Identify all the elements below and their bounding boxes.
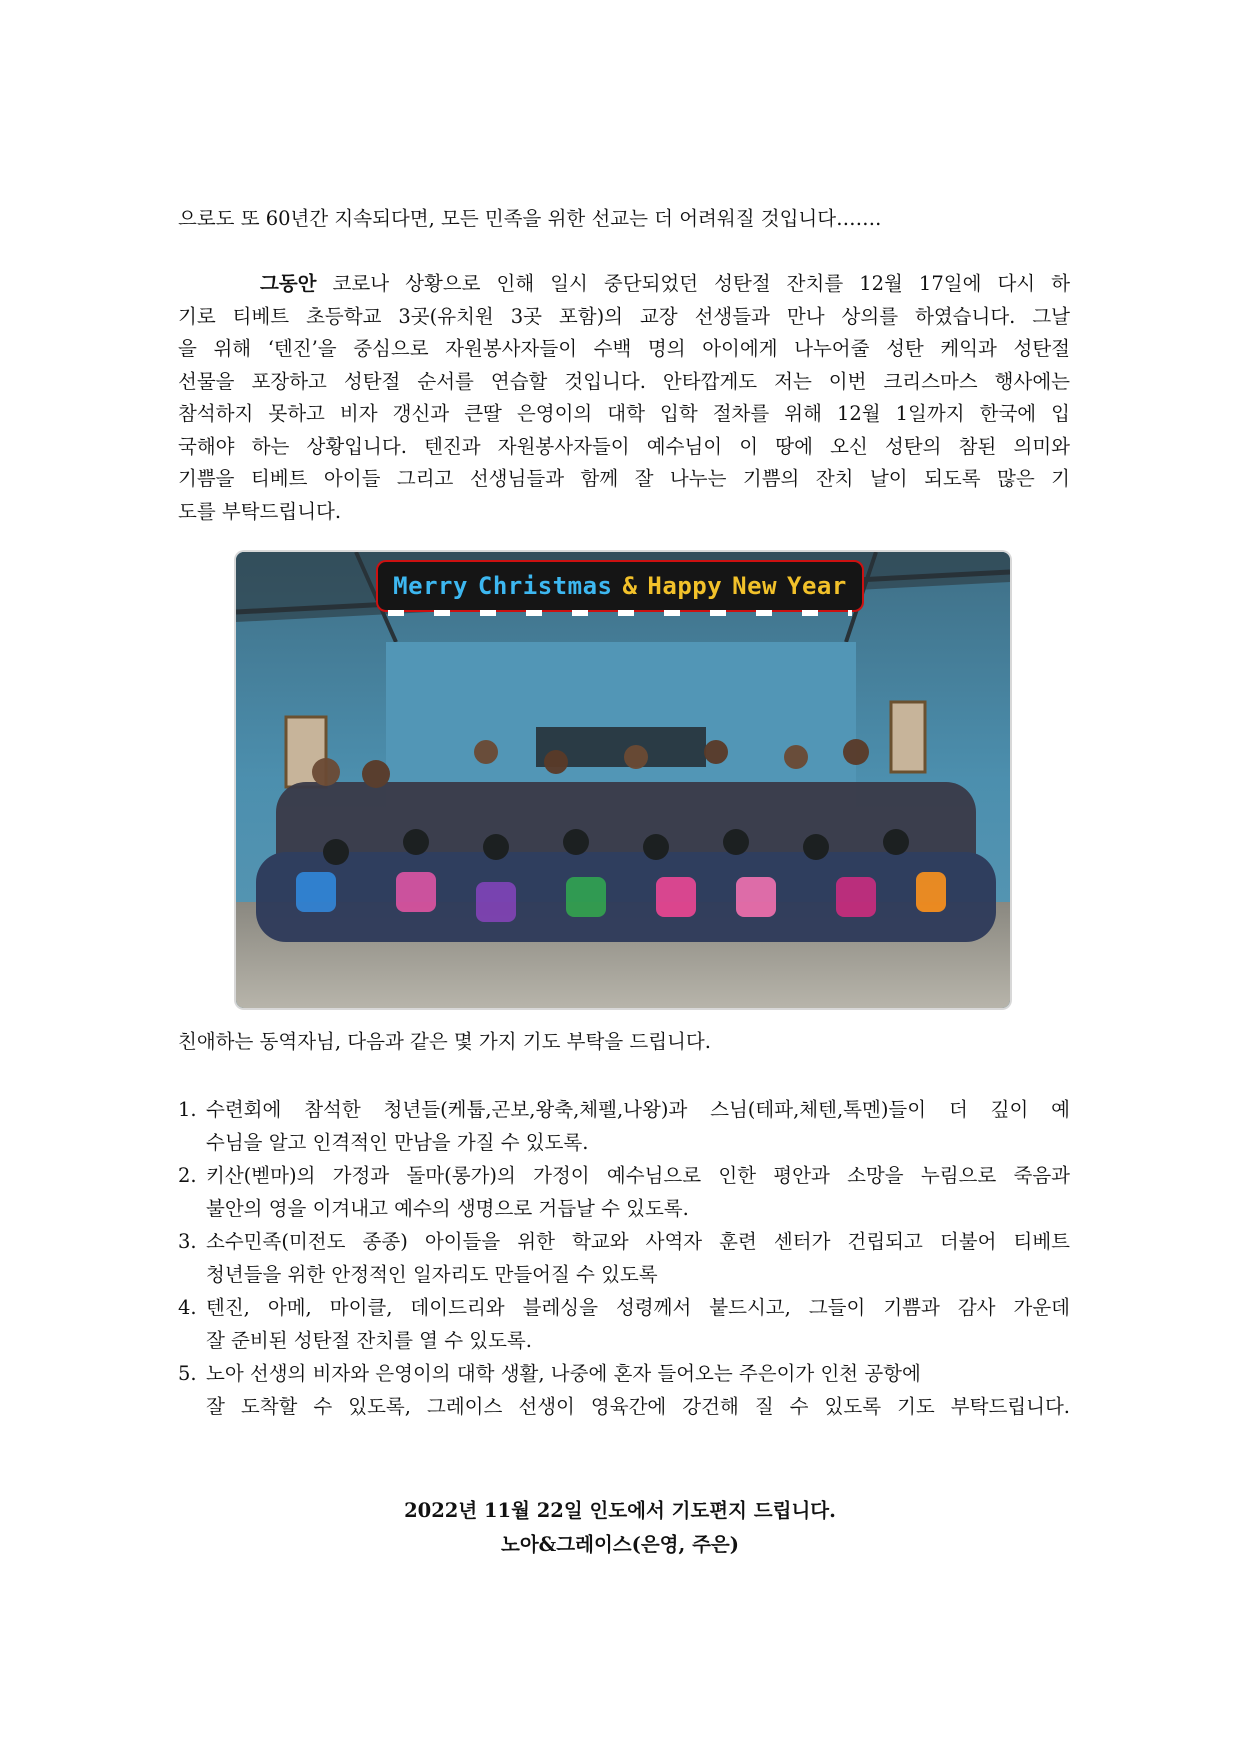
lead-word: 그동안 xyxy=(260,272,317,295)
banner-word-christmas: Christmas xyxy=(477,572,613,600)
list-line: 청년들을 위한 안정적인 일자리도 만들어질 수 있도록 xyxy=(206,1263,658,1286)
banner-word-merry: Merry xyxy=(393,572,468,600)
list-number: 3. xyxy=(178,1230,197,1253)
list-number: 4. xyxy=(178,1296,197,1319)
list-number: 5. xyxy=(178,1362,197,1385)
banner-word-happy: Happy xyxy=(647,572,723,600)
banner-ampersand: & xyxy=(622,572,638,600)
closing-date-line: 2022년 11월 22일 인도에서 기도편지 드립니다. xyxy=(404,1499,836,1522)
list-line: 키산(벧마)의 가정과 돌마(롱가)의 가정이 예수님으로 인한 평안과 소망을 누림으로 죽음과 xyxy=(206,1164,1070,1187)
banner-word-new: New xyxy=(732,572,778,600)
banner-word-year: Year xyxy=(787,572,847,600)
paragraph-line: 을 위해 ‘텐진’을 중심으로 자원봉사자들이 수백 명의 아이에게 나누어줄 성탄 케익과 성탄절 xyxy=(178,337,1070,360)
list-item xyxy=(178,1093,1070,1159)
list-line: 텐진, 아메, 마이클, 데이드리와 블레싱을 성령께서 붙드시고, 그들이 기쁨과 감사 가운데 xyxy=(206,1296,1070,1319)
prayer-request-intro: 친애하는 동역자님, 다음과 같은 몇 가지 기도 부탁을 드립니다. xyxy=(178,1030,711,1053)
line-rest: 코로나 상황으로 인해 일시 중단되었던 성탄절 잔치를 12월 17일에 다시 하 xyxy=(316,272,1070,295)
list-item xyxy=(178,1291,1070,1357)
paragraph-line: 도를 부탁드립니다. xyxy=(178,499,342,523)
list-item xyxy=(178,1159,1070,1225)
banner-text xyxy=(378,562,862,610)
paragraph-line: 국해야 하는 상황입니다. 텐진과 자원봉사자들이 예수님이 이 땅에 오신 성탄의 참된 의미와 xyxy=(178,434,1070,458)
list-item xyxy=(178,1357,1070,1423)
list-number: 2. xyxy=(178,1164,197,1187)
list-line: 소수민족(미전도 종종) 아이들을 위한 학교와 사역자 훈련 센터가 건립되고 더불어 티베트 xyxy=(206,1230,1070,1253)
paragraph-continuation xyxy=(178,203,1070,236)
list-line: 수련회에 참석한 청년들(케툽,곤보,왕축,체펠,나왕)과 스님(테파,체텐,톡멘)들이 더 깊이 예 xyxy=(206,1098,1070,1121)
classroom-photo-illustration xyxy=(236,552,1010,1008)
paragraph-line: 선물을 포장하고 성탄절 순서를 연습할 것입니다. 안타깝게도 저는 이번 크리스마스 행사에는 xyxy=(178,369,1070,393)
list-line: 잘 준비된 성탄절 잔치를 열 수 있도록. xyxy=(206,1329,532,1352)
banner-dash-decoration xyxy=(388,610,852,616)
paragraph-line: 기쁨을 티베트 아이들 그리고 선생님들과 함께 잘 나누는 기쁨의 잔치 날이 되도록 많은 기 xyxy=(178,467,1070,490)
list-line: 불안의 영을 이겨내고 예수의 생명으로 거듭날 수 있도록. xyxy=(206,1197,689,1220)
group-photo xyxy=(236,552,1010,1008)
closing-signature: 노아&그레이스(은영, 주은) xyxy=(500,1533,739,1556)
paragraph-line: 참석하지 못하고 비자 갱신과 큰딸 은영이의 대학 입학 절차를 위해 12월 1일까지 한국에 입 xyxy=(178,402,1070,425)
list-line: 잘 도착할 수 있도록, 그레이스 선생이 영육간에 강건해 질 수 있도록 기도 부탁드립니다. xyxy=(206,1395,1070,1418)
list-line: 노아 선생의 비자와 은영이의 대학 생활, 나중에 혼자 들어오는 주은이가 인천 공항에 xyxy=(206,1362,921,1385)
list-line: 수님을 알고 인격적인 만남을 가질 수 있도록. xyxy=(206,1131,589,1154)
greeting-banner xyxy=(376,560,864,612)
list-item xyxy=(178,1225,1070,1291)
list-number: 1. xyxy=(178,1098,197,1121)
prayer-list xyxy=(178,1093,1070,1423)
paragraph-line: 기로 티베트 초등학교 3곳(유치원 3곳 포함)의 교장 선생들과 만나 상의를 하였습니다. 그날 xyxy=(178,304,1070,328)
paragraph-christmas-plan xyxy=(178,268,1070,528)
paragraph-line xyxy=(178,268,1070,301)
paragraph-line: 으로도 또 60년간 지속되다면, 모든 민족을 위한 선교는 더 어려워질 것입니다……. xyxy=(178,207,882,230)
